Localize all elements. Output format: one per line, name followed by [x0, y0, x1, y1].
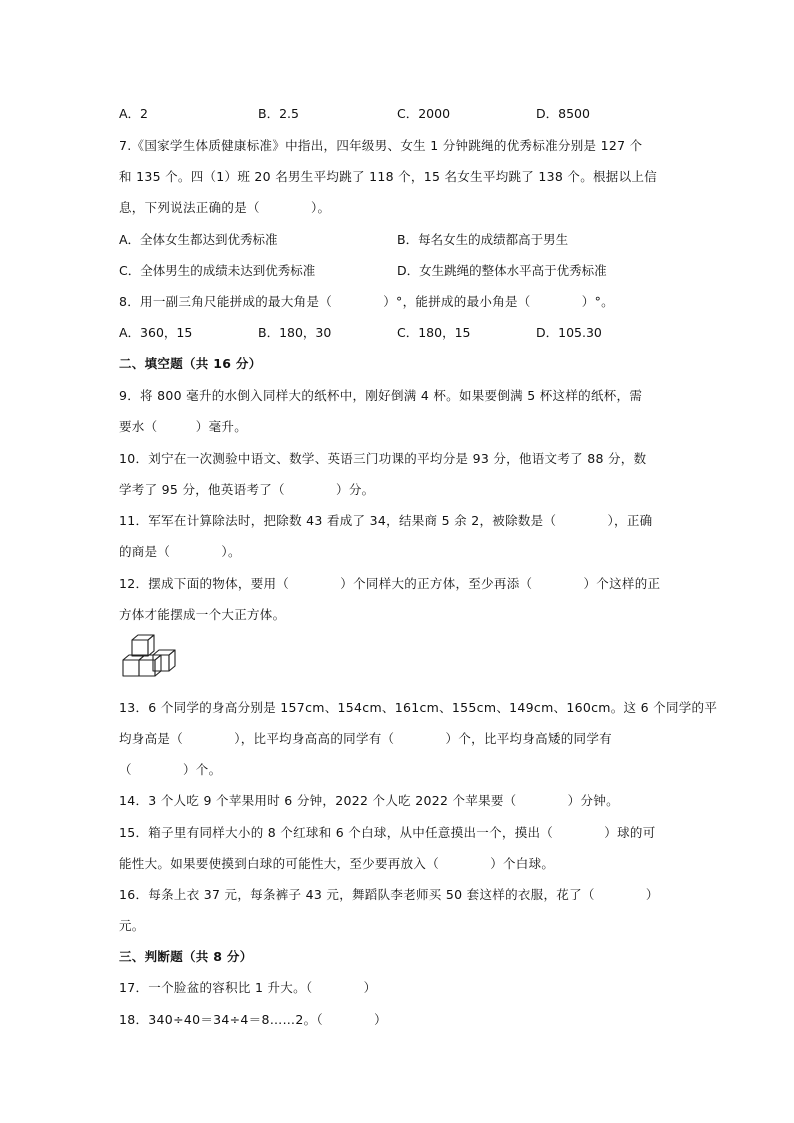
q14-line-1: 14．3 个人吃 9 个苹果用时 6 分钟，2022 个人吃 2022 个苹果要（ ）分钟。 — [119, 793, 619, 808]
q6-option-d: D．8500 — [536, 106, 590, 121]
q7-option-c: C．全体男生的成绩未达到优秀标准 — [119, 263, 316, 278]
q6-option-b: B．2.5 — [258, 106, 299, 121]
q15-line-2: 能性大。如果要使摸到白球的可能性大，至少要再放入（ ）个白球。 — [119, 856, 555, 871]
cube-stack-figure — [119, 634, 185, 686]
q16-line-2: 元。 — [119, 918, 145, 933]
q7-line-1: 7.《国家学生体质健康标准》中指出，四年级男、女生 1 分钟跳绳的优秀标准分别是 127 个 — [119, 138, 643, 153]
q9-line-1: 9．将 800 毫升的水倒入同样大的纸杯中，刚好倒满 4 杯。如果要倒满 5 杯这样的纸杯，需 — [119, 388, 643, 403]
q15-line-1: 15．箱子里有同样大小的 8 个红球和 6 个白球，从中任意摸出一个，摸出（ ）球的可 — [119, 825, 656, 840]
q16-line-1: 16．每条上衣 37 元，每条裤子 43 元，舞蹈队李老师买 50 套这样的衣服，花了（ ） — [119, 887, 659, 902]
q8-option-b: B．180，30 — [258, 325, 332, 340]
cube-top — [132, 635, 154, 656]
cube-back-right — [153, 650, 175, 671]
q7-line-3: 息，下列说法正确的是（ ）。 — [119, 200, 331, 215]
q13-line-1: 13．6 个同学的身高分别是 157cm、154cm、161cm、155cm、149cm、160cm。这 6 个同学的平 — [119, 700, 718, 715]
q7-line-2: 和 135 个。四（1）班 20 名男生平均跳了 118 个，15 名女生平均跳了 138 个。根据以上信 — [119, 169, 658, 184]
q13-line-3: （ ）个。 — [119, 762, 222, 777]
q13-line-2: 均身高是（ ），比平均身高高的同学有（ ）个，比平均身高矮的同学有 — [119, 731, 612, 746]
q8-option-c: C．180，15 — [397, 325, 471, 340]
q12-line-2: 方体才能摆成一个大正方体。 — [119, 607, 286, 622]
q12-line-1: 12．摆成下面的物体，要用（ ）个同样大的正方体，至少再添（ ）个这样的正 — [119, 576, 661, 591]
q8-option-d: D．105.30 — [536, 325, 602, 340]
q18-line: 18．340÷40＝34÷4＝8……2。（ ） — [119, 1012, 387, 1027]
section-2-title: 二、填空题（共 16 分） — [119, 356, 262, 371]
q7-option-b: B．每名女生的成绩都高于男生 — [397, 232, 569, 247]
q11-line-2: 的商是（ ）。 — [119, 544, 241, 559]
q17-line: 17．一个脸盆的容积比 1 升大。（ ） — [119, 980, 377, 995]
section-3-title: 三、判断题（共 8 分） — [119, 949, 253, 964]
cube-front-middle — [139, 655, 161, 676]
q10-line-2: 学考了 95 分，他英语考了（ ）分。 — [119, 482, 375, 497]
q10-line-1: 10．刘宁在一次测验中语文、数学、英语三门功课的平均分是 93 分，他语文考了 88 分，数 — [119, 451, 647, 466]
q6-option-c: C．2000 — [397, 106, 451, 121]
q7-option-d: D．女生跳绳的整体水平高于优秀标准 — [397, 263, 607, 278]
q11-line-1: 11．军军在计算除法时，把除数 43 看成了 34，结果商 5 余 2，被除数是（ ），正确 — [119, 513, 653, 528]
q8-line: 8．用一副三角尺能拼成的最大角是（ ）°，能拼成的最小角是（ ）°。 — [119, 294, 614, 309]
q6-option-a: A．2 — [119, 106, 149, 121]
q8-option-a: A．360，15 — [119, 325, 193, 340]
q9-line-2: 要水（ ）毫升。 — [119, 419, 248, 434]
q7-option-a: A．全体女生都达到优秀标准 — [119, 232, 278, 247]
